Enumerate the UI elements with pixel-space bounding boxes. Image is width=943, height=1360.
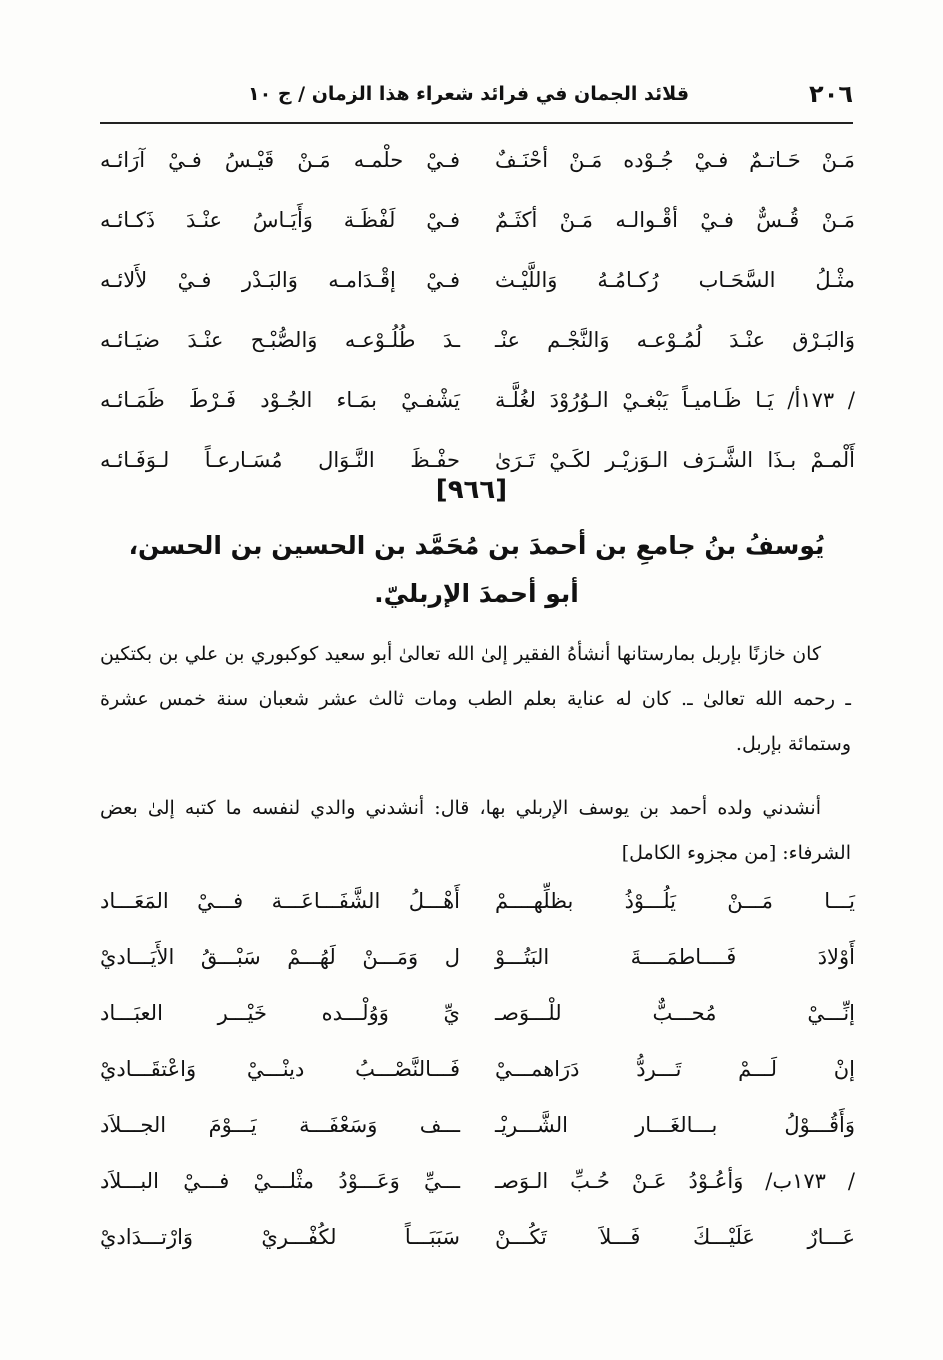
verse-line (100, 250, 855, 310)
verse-left-hemistich: فـيْ لَفْظَـة وَأَيَـاسُ عنْـدَ ذَكـائـه (100, 208, 460, 232)
verse-line (100, 929, 855, 985)
verse-left-hemistich: أَهْـــلُ الشَّفَـــاعَـــة فـــيْ المَعَـــاد (100, 889, 460, 913)
poem-intro-paragraph: أنشدني ولده أحمد بن يوسف الإربلي بها، قال: أنشدني والدي لنفسه ما كتبه إلىٰ بعض الشرفاء: [من مجزوء الكامل] (100, 797, 851, 864)
verse-right-hemistich: / ١٧٣ب/ وَأعُـوْدُ عَـنْ حُـبِّ الـوَصـ (495, 1169, 855, 1193)
verse-right-hemistich: يَـــا مَـــنْ يَلُـــوْذُ بظلِّهــــمْ (495, 889, 855, 913)
verse-left-hemistich: ـــف وَسَعْفَـــة يَـــوْمَ الجـــلاَد (100, 1113, 460, 1137)
page-header (100, 72, 853, 116)
verse-right-hemistich: مثْـلُ السَّحَـاب رُكـامُـهُ وَاللَّيْـث (495, 268, 855, 292)
verse-right-hemistich: / ١٧٣أ/ يَـا ظَـاميـاً يَبْغـيْ الـوُرُوْدَ لغُلَّـة (495, 388, 855, 412)
verse-left-hemistich: حفْـظَ النَّـوَال مُسَـارعـاً لـوَفَـائـه (100, 448, 460, 472)
verse-line (100, 1209, 855, 1265)
verse-line (100, 310, 855, 370)
verse-left-hemistich: سَبَبَـــاً لكُفْـــريْ وَارْتـــدَاديْ (100, 1225, 460, 1249)
verse-left-hemistich: فـيْ حلْمـه مَـنْ قَيْـسُ فـيْ آرَائـه (100, 148, 460, 172)
verse-line (100, 873, 855, 929)
verse-line (100, 1041, 855, 1097)
verse-line (100, 985, 855, 1041)
entry-title (100, 522, 853, 618)
verse-right-hemistich: عَـــارٌ عَلَيْـــكَ فَـــلاَ تَكُـــنْ (495, 1225, 855, 1249)
verse-left-hemistich: فـيْ إقْـدَامـه وَالبَـدْر فـيْ لأَلائـه (100, 268, 460, 292)
verse-right-hemistich: مَـنْ قُـسٌّ فـيْ أقْـوالـه مَـنْ أكثَـمٌ (495, 208, 855, 232)
verse-line (100, 370, 855, 430)
verse-right-hemistich: وَأَقُـــوْلُ بـــالغَـــار الشَّـــريْـ (495, 1113, 855, 1137)
verse-right-hemistich: أَلْمـمْ بـذَا الشَّـرَف الـوَزيْـر لكَـيْ تَـرَىٰ (495, 448, 855, 472)
verse-right-hemistich: وَالبَـرْق عنْـدَ لُمُـوْعـه وَالنَّجْـم عنْـ (495, 328, 855, 352)
verse-line (100, 190, 855, 250)
running-title: قلائد الجمان في فرائد شعراء هذا الزمان / ج ١٠ (248, 83, 690, 105)
page-number: ٢٠٦ (809, 80, 853, 108)
entry-title-line-1: يُوسفُ بنُ جامعِ بن أحمدَ بن مُحَمَّد بن الحسين بن الحسن، (128, 531, 825, 560)
poem-2 (100, 873, 855, 1265)
entry-number: [٩٦٦] (435, 475, 508, 505)
entry-title-line-2: أبو أحمدَ الإربليّ. (374, 579, 579, 608)
verse-right-hemistich: إنْ لَـــمْ تَـــردُّ دَرَاهمـــيْ (495, 1057, 855, 1081)
verse-left-hemistich: ل وَمَـــنْ لَهُـــمْ سَبْـــقُ الأَيَـــاديْ (100, 945, 460, 969)
poem-1 (100, 130, 855, 490)
verse-right-hemistich: أَوْلادَ فَــــاطمَــــةَ البَتُـــوْ (495, 945, 855, 969)
verse-right-hemistich: إنِّـــيْ مُحـــبٌّ للْـــوَصـ (495, 1001, 855, 1025)
verse-left-hemistich: ـدَ طُلُـوْعـه وَالصُّبْـح عنْـدَ ضيَـائـه (100, 328, 460, 352)
verse-left-hemistich: ـــيِّ وَعَـــوْدُ مثْلـــيْ فـــيْ البـــلاَد (100, 1169, 460, 1193)
verse-left-hemistich: فَـــالنَّصْـــبُ دينْـــيْ وَاعْتقَـــاديْ (100, 1057, 460, 1081)
biography-paragraph: كان خازنًا بإربل بمارستانها أنشأهُ الفقير إلىٰ الله تعالىٰ أبو سعيد كوكبوري بن علي بن بكتكين ـ رحمه الله تعالىٰ ـ. كان له عناية بعلم الطب ومات ثالث عشر شعبان سنة خمس عشرة وستمائة بإربل. (100, 643, 851, 755)
verse-right-hemistich: مَـنْ حَـاتـمٌ فـيْ جُـوْده مَـنْ أحْنَـفٌ (495, 148, 855, 172)
verse-line (100, 130, 855, 190)
verse-line (100, 1153, 855, 1209)
verse-left-hemistich: يَشْفـيْ بمَـاء الجُـوْد فَـرْطَ ظَمَـائـه (100, 388, 460, 412)
header-rule (100, 122, 853, 124)
verse-line (100, 1097, 855, 1153)
verse-left-hemistich: يِّ وَوُلْـــده خَيْـــر العبَـــاد (100, 1001, 460, 1025)
